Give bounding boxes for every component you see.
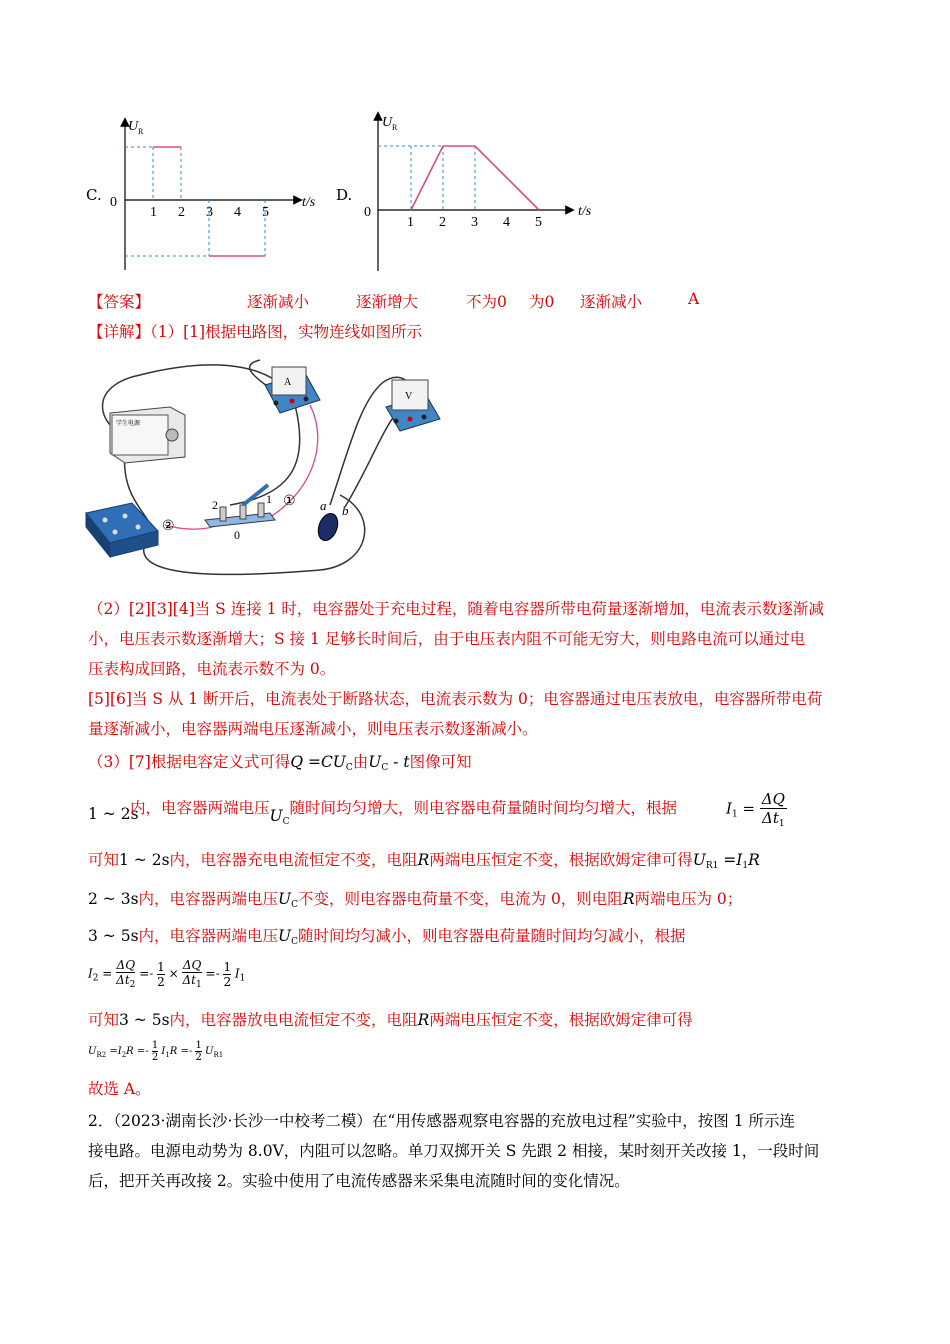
explain-part1: （1）[1]根据电路图，实物连线如图所示: [150, 323, 423, 341]
voltmeter: [386, 380, 440, 431]
graph-c-tick: 5: [262, 205, 269, 220]
part2-line: （2）[2][3][4]当 S 连接 1 时，电容器处于充电过程，随着电容器所带电荷量逐渐增加，电流表示数逐渐减: [88, 600, 824, 618]
circuit-figure: [80, 345, 460, 585]
graph-c-tick: 3: [206, 205, 213, 220]
graph-d-ylabel: U: [382, 115, 393, 130]
wire-mark: ②: [162, 519, 175, 534]
conclusion: 故选 A。: [88, 1080, 151, 1098]
symbol-r: R: [622, 890, 635, 908]
symbol-uc: $U_C$: [278, 927, 299, 947]
graph-c-ylabel-sub: R: [138, 127, 144, 136]
part3-text: 随时间均匀减小，则电容器电荷量随时间均匀减小，根据: [298, 927, 686, 945]
time-range: 1 ~ 2s: [119, 851, 170, 869]
answer-item: 逐渐减小: [247, 293, 310, 311]
graph-c-xlabel: t/s: [302, 195, 316, 210]
answer-item: A: [688, 290, 700, 308]
time-range: 3 ~ 5s: [119, 1011, 170, 1029]
graph-d-origin: 0: [364, 205, 371, 220]
graph-c-option-label: C.: [86, 186, 102, 204]
capacitor-terminal: a: [320, 498, 327, 513]
question2-line: 接电路。电源电动势为 8.0V，内阻可以忽略。单刀双掷开关 S 先跟 2 相接，某时刻开关改接 1，一段时间: [88, 1142, 820, 1160]
graph-d-tick: 1: [407, 215, 414, 230]
explain-line: [88, 322, 422, 342]
part3-line2: [88, 850, 760, 876]
graph-d-ylabel-sub: R: [392, 123, 398, 132]
part3-text: 内，电容器两端电压: [130, 799, 270, 817]
graph-d-plot: [330, 108, 610, 278]
part2-line: 量逐渐减小，电容器两端电压逐渐减小，则电压表示数逐渐减小。: [88, 720, 538, 738]
part3-intro-text: 图像可知: [409, 753, 472, 771]
question2-line: 后，把开关再改接 2。实验中使用了电流传感器来采集电流随时间的变化情况。: [88, 1172, 630, 1190]
part3-text: 可知: [88, 851, 120, 869]
part3-text: 内，电容器两端电压: [138, 890, 279, 908]
graph-d-tick: 2: [439, 215, 446, 230]
graph-c-tick: 4: [234, 205, 241, 220]
part3-text: 两端电压为 0；: [634, 890, 743, 908]
single-pole-double-throw-switch: [205, 485, 275, 542]
part3-line6: [88, 1010, 693, 1030]
part3-line4: [88, 926, 686, 952]
switch-label: 0: [234, 528, 240, 542]
explain-label: 【详解】: [88, 323, 151, 341]
symbol-uc: $U_C$: [269, 807, 290, 827]
time-range: 3 ~ 5s: [88, 927, 139, 945]
part3-text: 内，电容器放电电流恒定不变，电阻: [169, 1011, 418, 1029]
part2-line: 压表构成回路，电流表示数不为 0。: [88, 660, 336, 678]
answer-row: [88, 290, 788, 312]
power-source: [110, 407, 185, 463]
answer-item: 为0: [529, 293, 555, 311]
part3-text: 内，电容器两端电压: [138, 927, 279, 945]
switch-label: 1: [266, 492, 272, 506]
graph-d: [330, 108, 610, 278]
part3-line1-text: [130, 798, 677, 827]
formula-i2: $I_2$ = $\frac{\Delta Q}{\Delta t_2}$ =- $\frac{1}{2}$ × $\frac{\Delta Q}{\Delta t_1}$ =- $\frac{1}{2}$ $I_1$: [88, 958, 246, 990]
graph-c-plot: [80, 110, 340, 280]
ammeter: [265, 367, 320, 413]
answer-label: 【答案】: [88, 293, 151, 311]
answer-item: 不为0: [466, 293, 507, 311]
part2-line: 小，电压表示数逐渐增大；S 接 1 足够长时间后，由于电压表内阻不可能无穷大，则电路电流可以通过电: [88, 630, 806, 648]
graph-d-option-label: D.: [336, 186, 353, 204]
graph-c-tick: 2: [178, 205, 185, 220]
circuit-wire: [345, 415, 395, 507]
ammeter-label: A: [284, 377, 292, 388]
capacitor-terminal: b: [342, 503, 349, 518]
resistor-box: [86, 503, 158, 557]
circuit-figure-svg: [80, 345, 460, 585]
graph-d-tick: 5: [535, 215, 542, 230]
part3-intro: [88, 752, 472, 778]
time-range: 1 ~ 2s: [88, 805, 139, 823]
part3-intro-text: 由: [352, 753, 369, 771]
part3-text: 可知: [88, 1011, 120, 1029]
graph-c: [80, 110, 340, 280]
graph-c-ylabel: U: [128, 119, 139, 134]
part3-text: 不变，则电容器电荷量不变，电流为 0，则电阻: [298, 890, 623, 908]
formula-ur2: $U_{R2} =I_2R$ =- $\frac{1}{2}$ $I_1R$ =- $\frac{1}{2}$ $U_{R1}$: [88, 1040, 224, 1063]
answer-item: 逐渐减小: [580, 293, 643, 311]
part3-intro-text: （3）[7]根据电容定义式可得: [88, 753, 291, 771]
formula-uc-t: $U_C$ - t: [368, 753, 410, 773]
symbol-r: R: [417, 851, 430, 869]
formula-ur1: $U_{R1} =I_1R$: [692, 851, 760, 871]
part3-text: 随时间均匀增大，则电容器电荷量随时间均匀增大，根据: [289, 799, 677, 817]
graph-d-tick: 4: [503, 215, 510, 230]
wire-mark: ①: [283, 494, 296, 509]
part3-text: 两端电压恒定不变，根据欧姆定律可得: [429, 851, 693, 869]
voltmeter-label: V: [405, 391, 413, 402]
part3-text: 两端电压恒定不变，根据欧姆定律可得: [429, 1011, 693, 1029]
graph-d-xlabel: t/s: [578, 204, 592, 219]
symbol-r: R: [417, 1011, 430, 1029]
capacitor: [315, 498, 349, 543]
time-range: 2 ~ 3s: [88, 890, 139, 908]
formula-i1: $I_1$ = $\frac{\Delta Q}{\Delta t_1}$: [726, 790, 785, 829]
part2-line: [5][6]当 S 从 1 断开后，电流表处于断路状态，电流表示数为 0；电容器通过电压表放电，电容器所带电荷: [88, 690, 823, 708]
part3-line3: [88, 889, 742, 915]
graph-c-origin: 0: [110, 195, 117, 210]
graph-c-tick: 1: [150, 205, 157, 220]
power-source-brand: 学生电源: [116, 421, 141, 427]
part3-text: 内，电容器充电电流恒定不变，电阻: [169, 851, 418, 869]
graph-d-tick: 3: [471, 215, 478, 230]
switch-label: 2: [212, 498, 218, 512]
symbol-uc: $U_C$: [278, 890, 299, 910]
formula-q-cu: $Q =CU_C$: [290, 753, 353, 773]
answer-item: 逐渐增大: [356, 293, 419, 311]
question2-line: 2．（2023·湖南长沙·长沙一中校考二模）在“用传感器观察电容器的充放电过程”实验中，按图 1 所示连: [88, 1112, 795, 1130]
